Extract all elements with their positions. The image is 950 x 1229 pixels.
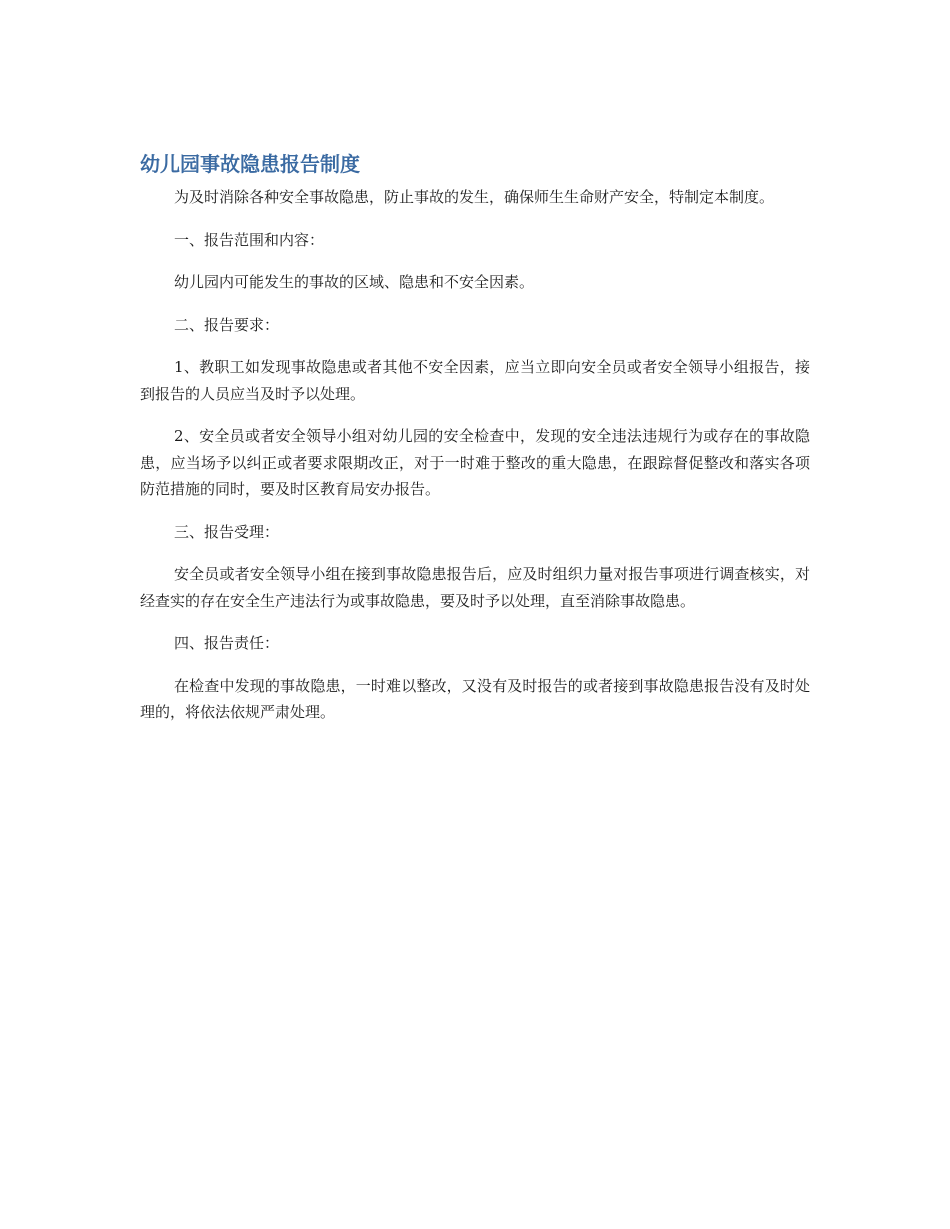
document-title: 幼儿园事故隐患报告制度: [140, 152, 360, 176]
paragraph-requirement-1: 1、教职工如发现事故隐患或者其他不安全因素，应当立即向安全员或者安全领导小组报告，接到报告的人员应当及时予以处理。: [140, 358, 810, 403]
paragraph-acceptance: 安全员或者安全领导小组在接到事故隐患报告后，应及时组织力量对报告事项进行调查核实，对经查实的存在安全生产违法行为或事故隐患，要及时予以处理，直至消除事故隐患。: [140, 565, 810, 610]
paragraph-scope: 幼儿园内可能发生的事故的区域、隐患和不安全因素。: [174, 273, 535, 291]
paragraph-requirement-2: 2、安全员或者安全领导小组对幼儿园的安全检查中，发现的安全违法违规行为或存在的事故隐患，应当场予以纠正或者要求限期改正，对于一时难于整改的重大隐患，在跟踪督促整改和落实各项防范措施的同时，要及时区教育局安办报告。: [140, 427, 810, 498]
section-heading-scope: 一、报告范围和内容：: [174, 230, 325, 249]
section-heading-requirements: 二、报告要求：: [174, 315, 280, 334]
section-heading-responsibility: 四、报告责任：: [174, 634, 280, 652]
paragraph-intro: 为及时消除各种安全事故隐患，防止事故的发生，确保师生生命财产安全，特制定本制度。: [174, 188, 775, 206]
document-page: [140, 148, 810, 726]
section-heading-acceptance: 三、报告受理：: [174, 522, 280, 541]
paragraph-responsibility: 在检查中发现的事故隐患，一时难以整改，又没有及时报告的或者接到事故隐患报告没有及时处理的，将依法依规严肃处理。: [140, 676, 810, 721]
